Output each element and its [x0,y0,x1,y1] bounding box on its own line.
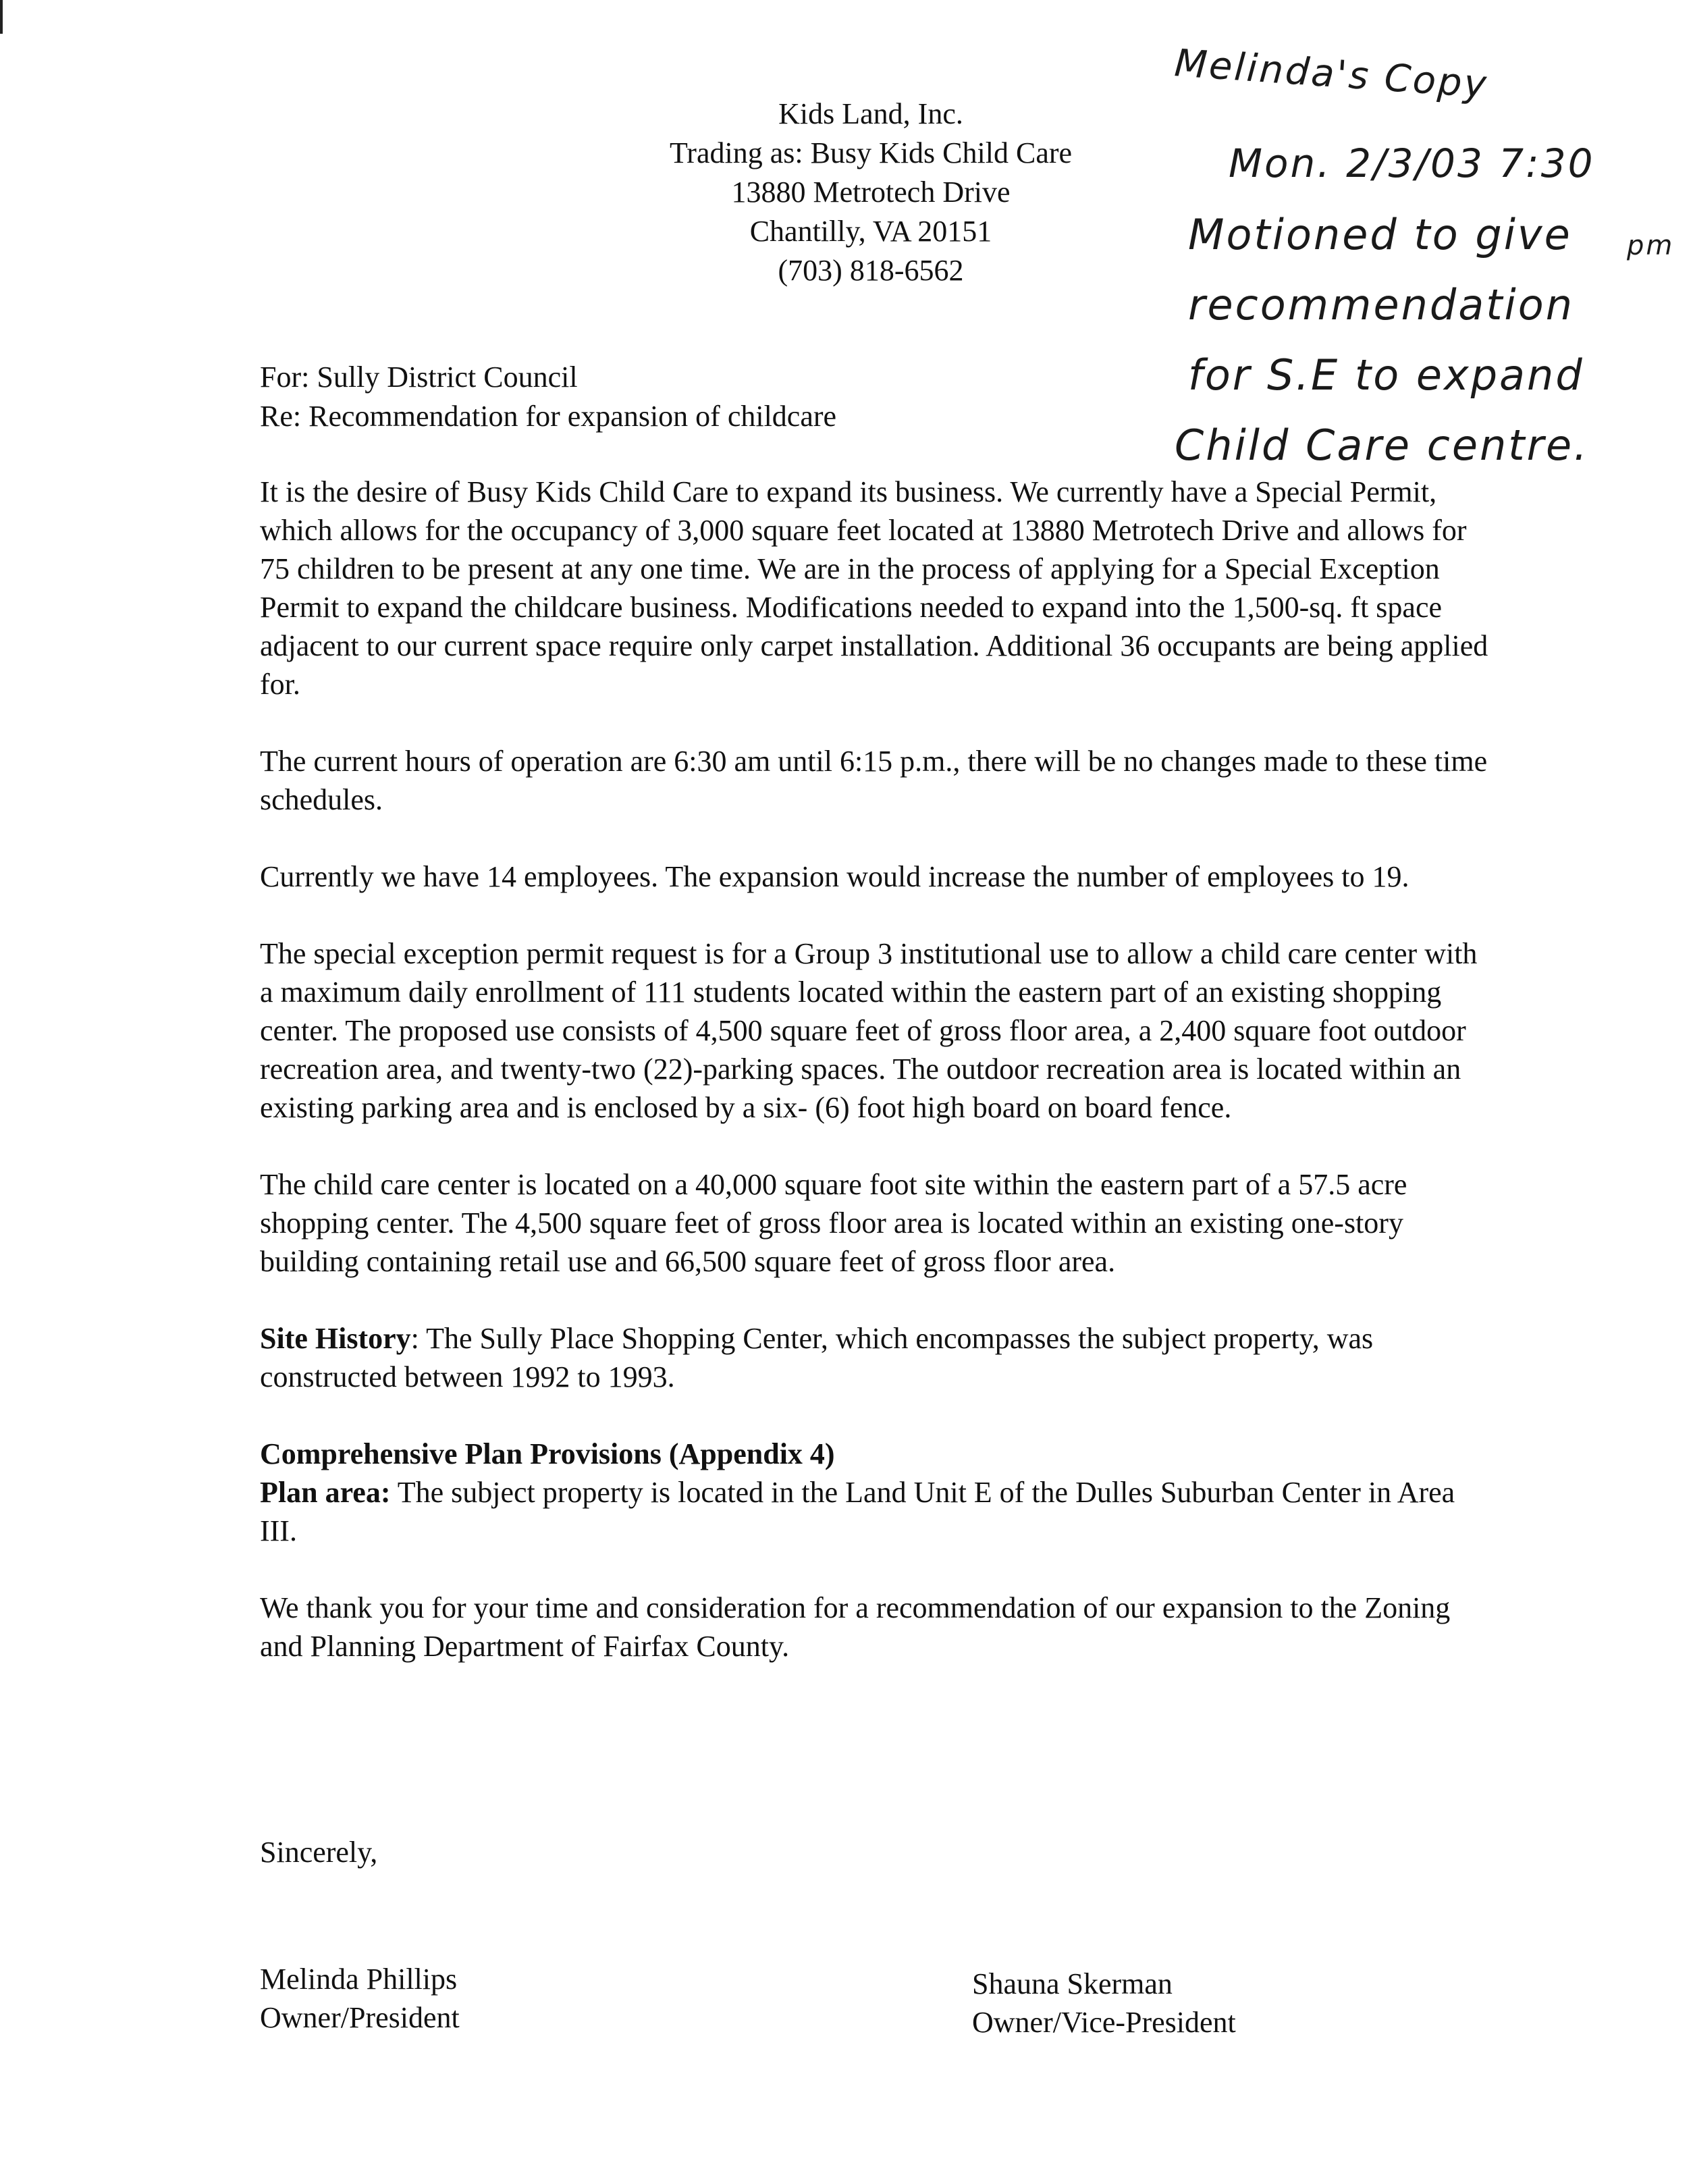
handwritten-date-suffix: pm [1627,230,1675,261]
signer-left [260,1960,460,2037]
paragraph-hours: The current hours of operation are 6:30 am until 6:15 p.m., there will be no changes made to these time schedules. [260,745,1488,816]
handwritten-line: recommendation [1188,280,1574,329]
comp-plan-heading: Comprehensive Plan Provisions (Appendix 4) [260,1437,835,1470]
signer-title: Owner/Vice-President [972,2006,1236,2039]
street-address: 13880 Metrotech Drive [731,176,1011,209]
paragraph-employees: Currently we have 14 employees. The expansion would increase the number of employees to 19. [260,860,1409,893]
signer-name: Melinda Phillips [260,1963,458,1996]
city-state-zip: Chantilly, VA 20151 [749,215,992,248]
comprehensive-plan-section [260,1435,1495,1550]
plan-area-text: The subject property is located in the Land Unit E of the Dulles Suburban Center in Area III. [260,1476,1455,1547]
plan-area-label: Plan area: [260,1476,391,1509]
plan-area-paragraph [260,1473,1495,1550]
handwritten-date: Mon. 2/3/03 7:30 [1229,140,1595,186]
trading-as: Trading as: Busy Kids Child Care [669,136,1073,169]
paragraph-permit-request: The special exception permit request is for a Group 3 institutional use to allow a child care center with a maximum daily enrollment of 111 students located within the eastern part of an existing shopping center. The proposed use consists of 4,500 square feet of gross floor area, a 2,400 square foot outdoor recreation area, and twenty-two (22)-parking spaces. The outdoor recreation area is located within an existing parking area and is enclosed by a six- (6) foot high board on board fence. [260,937,1478,1124]
letterhead [608,95,1134,290]
handwritten-title: Melinda's Copy [1173,41,1490,107]
signer-title: Owner/President [260,2001,460,2034]
letter-body [260,473,1495,1704]
paragraph-thanks: We thank you for your time and consideration for a recommendation of our expansion to the Zoning and Planning Department of Fairfax County. [260,1591,1451,1663]
company-name: Kids Land, Inc. [778,97,963,130]
handwritten-note [1148,27,1688,481]
signer-name: Shauna Skerman [972,1967,1173,2000]
handwritten-line: Motioned to give [1188,210,1572,259]
signer-right [972,1965,1236,2042]
closing: Sincerely, [260,1836,378,1869]
handwritten-line: for S.E to expand [1188,350,1584,400]
for-line: For: Sully District Council [260,361,578,394]
re-line: Re: Recommendation for expansion of childcare [260,400,837,433]
address-block [260,358,836,436]
handwritten-line: Child Care centre. [1175,421,1589,470]
paragraph-intro: It is the desire of Busy Kids Child Care to expand its business. We currently have a Special Permit, which allows for the occupancy of 3,000 square feet located at 13880 Metrotech Drive and allows for 75 children to be present at any one time. We are in the process of applying for a Special Exception Permit to expand the childcare business. Modifications needed to expand into the 1,500-sq. ft space adjacent to our current space require only carpet installation. Additional 36 occupants are being applied for. [260,475,1488,701]
scan-edge-mark [0,0,3,34]
phone-number: (703) 818-6562 [778,254,964,287]
paragraph-site-location: The child care center is located on a 40,000 square foot site within the eastern part of a 57.5 acre shopping center. The 4,500 square feet of gross floor area is located within an existing one-story building containing retail use and 66,500 square feet of gross floor area. [260,1168,1407,1278]
site-history-text: : The Sully Place Shopping Center, which encompasses the subject property, was constructed between 1992 to 1993. [260,1322,1374,1393]
paragraph-site-history [260,1319,1495,1396]
site-history-label: Site History [260,1322,411,1355]
